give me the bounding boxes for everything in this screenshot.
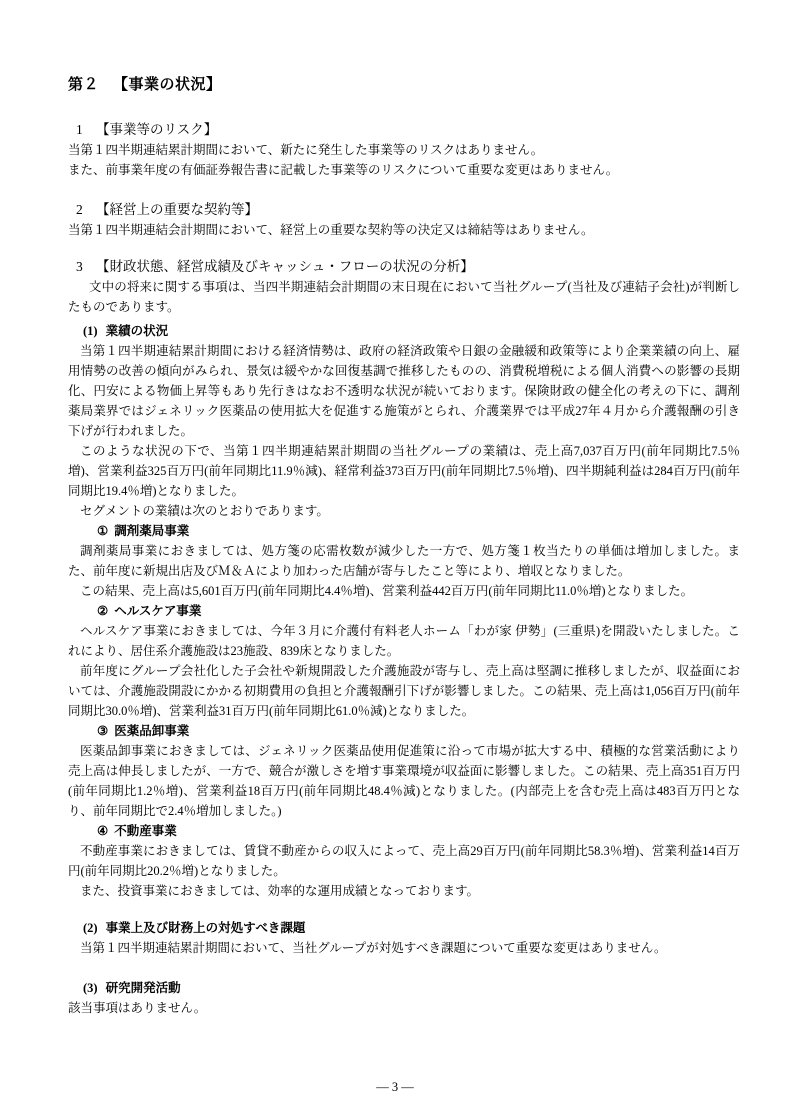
section-heading: [68, 200, 740, 220]
section-title: 【事業等のリスク】: [96, 122, 218, 137]
subsection-number: (3): [83, 981, 98, 995]
section-business-risks: [68, 120, 740, 180]
segment-number: ①: [97, 524, 109, 538]
section-number: 3: [76, 259, 83, 274]
subsection-number: (2): [83, 921, 98, 935]
page-content: [68, 74, 740, 1018]
chapter-heading: [68, 74, 740, 96]
segment-number: ④: [97, 824, 109, 838]
paragraph: ヘルスケア事業におきましては、今年３月に介護付有料老人ホーム「わが家 伊勢」(三重県)を開設いたしました。これにより、居住系介護施設は23施設、839床となりました。: [68, 624, 740, 658]
subsection-research-development: [68, 978, 740, 1018]
paragraph: 当第１四半期連結累計期間において、当社グループが対処すべき課題について重要な変更はありません。: [80, 941, 667, 955]
segment-healthcare: [68, 601, 740, 721]
subsection-title: 事業上及び財務上の対処すべき課題: [105, 921, 306, 935]
investment-note-paragraph: また、投資事業におきましては、効率的な運用成績となっております。: [80, 884, 480, 898]
segment-title: 調剤薬局事業: [114, 524, 190, 538]
section-heading: [68, 120, 740, 140]
segment-title: ヘルスケア事業: [114, 604, 202, 618]
subsection-heading: [68, 978, 740, 998]
segment-heading: [97, 521, 740, 541]
subsection-heading: [68, 321, 740, 341]
paragraph: 不動産事業におきましては、賃貸不動産からの収入によって、売上高29百万円(前年同期比58.3％増)、営業利益14百万円(前年同期比20.2％増)となりました。: [68, 844, 740, 878]
segment-heading: [97, 821, 740, 841]
page-number-footer: ― 3 ―: [376, 1080, 414, 1094]
segment-heading: [97, 601, 740, 621]
segment-number: ②: [97, 604, 109, 618]
paragraph: 当第１四半期連結累計期間において、新たに発生した事業等のリスクはありません。: [68, 143, 544, 157]
subsection-business-issues: [68, 918, 740, 958]
section-heading: [68, 257, 740, 277]
section-number: 2: [76, 202, 83, 217]
subsection-title: 業績の状況: [105, 324, 169, 338]
paragraph: 医薬品卸事業におきましては、ジェネリック医薬品使用促進策に沿って市場が拡大する中、積極的な営業活動により売上高は伸長しましたが、一方で、競合が激しさを増す事業環境が収益面に影響しました。この結果、売上高351百万円(前年同期比1.2％増)、営業利益18百万円(前年同期比48.4％減)となりました。(内部売上を含む売上高は483百万円となり、前年同期比で2.4％増加しました。): [68, 744, 740, 818]
chapter-title: 【事業の状況】: [113, 76, 222, 93]
segment-pharmaceutical-wholesale: [68, 721, 740, 821]
paragraph: 当第１四半期連結会計期間において、経営上の重要な契約等の決定又は締結等はありません。: [68, 223, 594, 237]
subsection-heading: [68, 918, 740, 938]
section-number: 1: [76, 122, 83, 137]
segment-pharmacy: [68, 521, 740, 601]
segment-title: 不動産事業: [114, 824, 177, 838]
section-title: 【経営上の重要な契約等】: [96, 202, 258, 217]
paragraph: また、前事業年度の有価証券報告書に記載した事業等のリスクについて重要な変更はありません。: [68, 163, 619, 177]
subsection-number: (1): [83, 324, 98, 338]
paragraph: 当第１四半期連結累計期間における経済情勢は、政府の経済政策や日銀の金融緩和政策等により企業業績の向上、雇用情勢の改善の傾向がみられ、景気は緩やかな回復基調で推移したものの、消費税増税による個人消費への影響の長期化、円安による物価上昇等もあり先行きはなお不透明な状況が続いております。保険財政の健全化の考えの下に、調剤薬局業界ではジェネリック医薬品の使用拡大を促進する施策がとられ、介護業界では平成27年４月から介護報酬の引き下げが行われました。: [68, 344, 740, 438]
subsection-title: 研究開発活動: [105, 981, 181, 995]
paragraph: 該当事項はありません。: [68, 1001, 207, 1015]
analysis-intro-paragraph: 文中の将来に関する事項は、当四半期連結会計期間の末日現在において当社グループ(当社及び連結子会社)が判断したものであります。: [68, 280, 740, 314]
paragraph: この結果、売上高は5,601百万円(前年同期比4.4％増)、営業利益442百万円(前年同期比11.0％増)となりました。: [80, 584, 694, 598]
subsection-business-results: [68, 321, 740, 901]
paragraph: セグメントの業績は次のとおりであります。: [80, 504, 329, 518]
paragraph: 前年度にグループ会社化した子会社や新規開設した介護施設が寄与し、売上高は堅調に推移しましたが、収益面においては、介護施設開設にかかる初期費用の負担と介護報酬引下げが影響しました。この結果、売上高は1,056百万円(前年同期比30.0％増)、営業利益31百万円(前年同期比61.0％減)となりました。: [68, 664, 740, 718]
paragraph: このような状況の下で、当第１四半期連結累計期間の当社グループの業績は、売上高7,037百万円(前年同期比7.5％増)、営業利益325百万円(前年同期比11.9％減)、経常利益373百万円(前年同期比7.5％増)、四半期純利益は284百万円(前年同期比19.4％増)となりました。: [68, 444, 740, 498]
section-material-contracts: [68, 200, 740, 240]
segment-title: 医薬品卸事業: [114, 724, 190, 738]
section-title: 【財政状態、経営成績及びキャッシュ・フローの状況の分析】: [96, 259, 474, 274]
paragraph: 調剤薬局事業におきましては、処方箋の応需枚数が減少した一方で、処方箋１枚当たりの単価は増加しました。また、前年度に新規出店及びＭ＆Ａにより加わった店舗が寄与したこと等により、増収となりました。: [68, 544, 740, 578]
chapter-number: 第２: [68, 76, 100, 93]
section-financial-analysis: [68, 257, 740, 1018]
segment-number: ③: [97, 724, 109, 738]
segment-real-estate: [68, 821, 740, 881]
segment-heading: [97, 721, 740, 741]
